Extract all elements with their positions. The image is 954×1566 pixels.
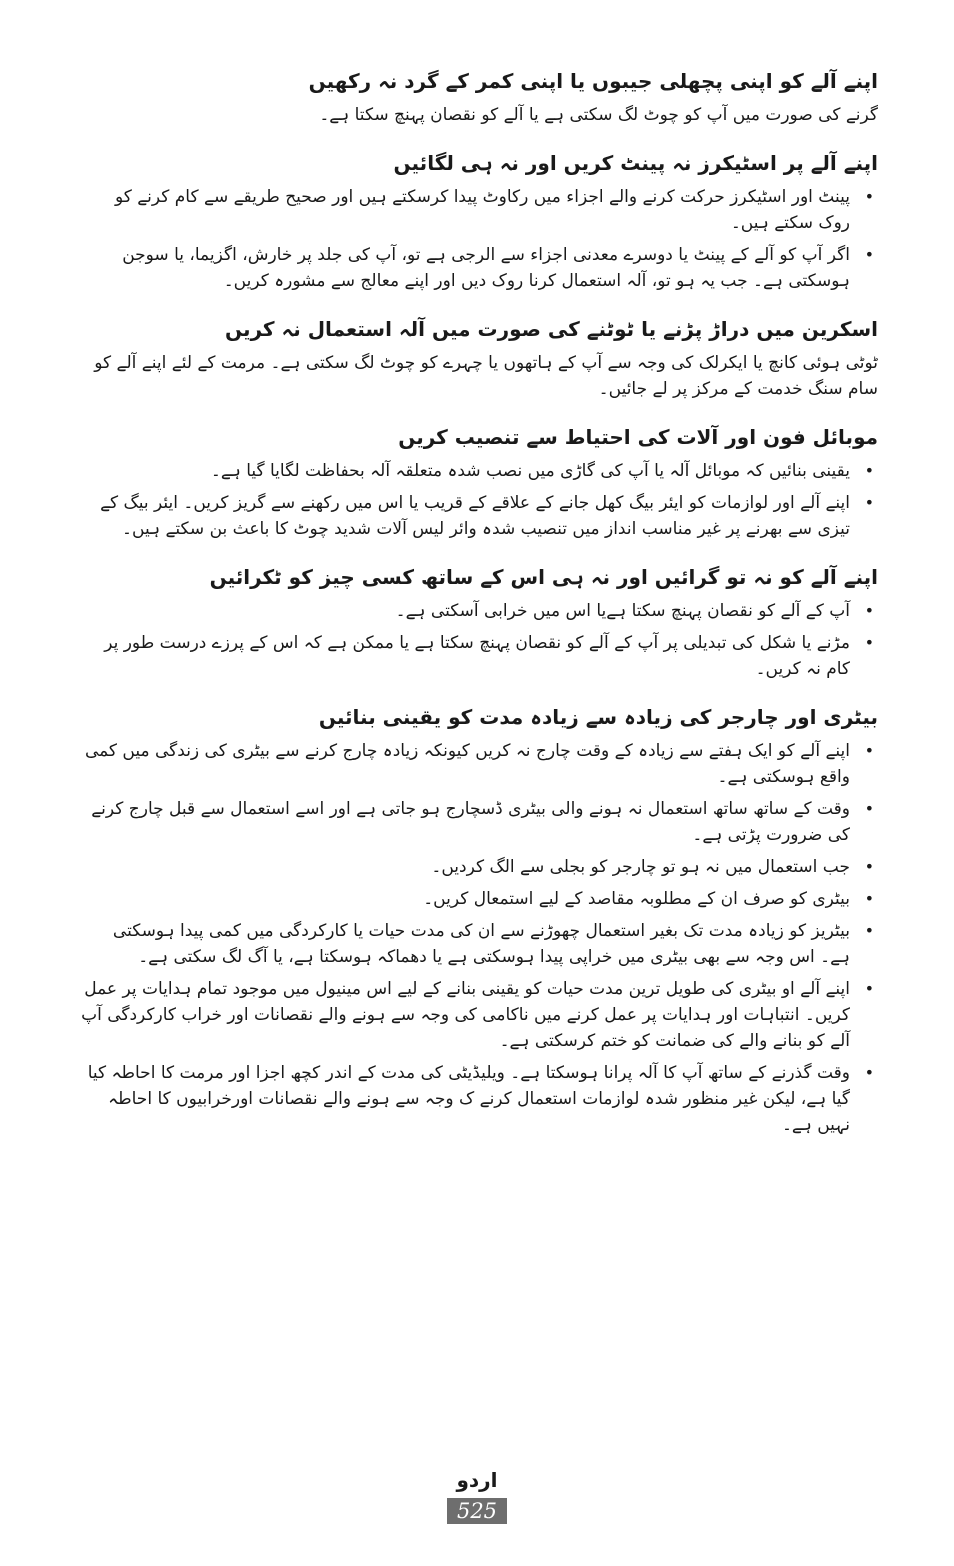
section-heading: اپنے آلے کو اپنی پچھلی جیبوں یا اپنی کمر کے گرد نہ رکھیں [308,69,878,93]
bullet-icon: • [864,633,874,652]
section-drop-impact [78,562,878,682]
bullet-icon: • [864,601,874,620]
page-content [78,66,878,1158]
list-item [78,738,878,790]
bullet-list [78,458,878,542]
section-cracked-screen [78,314,878,402]
language-label: اردو [456,1468,498,1492]
list-item [78,490,878,542]
list-item-text: وقت گذرنے کے ساتھ آپ کا آلہ پرانا ہوسکتا ہے۔ ویلیڈیٹی کی مدت کے اندر کچھ اجزا اور مرمت کا احاطہ کیا گیا ہے، لیکن غیر منظور شدہ لوازمات استعمال کرنے ک وجہ سے ہونے والے نقصانات اورخرابیوں کا احاطہ نہیں ہے۔ [87,1063,850,1135]
bullet-icon: • [864,741,874,760]
list-item-text: مڑنے یا شکل کی تبدیلی پر آپ کے آلے کو نقصان پہنچ سکتا ہے یا ممکن ہے کہ اس کے پرزے درست طور پر کام نہ کریں۔ [104,633,850,679]
section-body: گرنے کی صورت میں آپ کو چوٹ لگ سکتی ہے یا آلے کو نقصان پہنچ سکتا ہے۔ [319,105,878,125]
section-mobile-installation [78,422,878,542]
bullet-icon: • [864,1063,874,1082]
section-heading: اپنے آلے پر اسٹیکرز نہ پینٹ کریں اور نہ ہی لگائیں [393,151,878,175]
list-item [78,976,878,1054]
section-heading: اپنے آلے کو نہ تو گرائیں اور نہ ہی اس کے ساتھ کسی چیز کو ٹکرائیں [209,565,878,589]
list-item [78,796,878,848]
bullet-list [78,598,878,682]
list-item [78,598,878,624]
page-footer [0,1468,954,1524]
list-item [78,854,878,880]
list-item-text: اپنے آلے اور لوازمات کو ایئر بیگ کھل جانے کے علاقے کے قریب یا اس میں رکھنے سے گریز کریں۔ ایئر بیگ کے تیزی سے بھرنے پر غیر مناسب انداز میں تنصیب شدہ وائر لیس آلات شدید چوٹ کا باعث بن سکتے ہیں۔ [100,493,850,539]
bullet-list [78,738,878,1138]
list-item [78,630,878,682]
bullet-icon: • [864,857,874,876]
list-item-text: بیٹری کو صرف ان کے مطلوبہ مقاصد کے لیے استمعال کریں۔ [423,889,850,909]
section-body: ٹوٹی ہوئی کانچ یا ایکرلک کی وجہ سے آپ کے ہاتھوں یا چہرے کو چوٹ لگ سکتی ہے۔ مرمت کے لئے اپنے آلے کو سام سنگ خدمت کے مرکز پر لے جائیں۔ [94,353,878,399]
page-number: 525 [447,1498,507,1524]
section-paint-stickers [78,148,878,294]
section-heading: بیٹری اور چارجر کی زیادہ سے زیادہ مدت کو یقینی بنائیں [318,705,878,729]
bullet-icon: • [864,187,874,206]
list-item [78,184,878,236]
list-item-text: اپنے آلے کو ایک ہفتے سے زیادہ کے وقت چارج نہ کریں کیونکہ زیادہ چارج کرنے سے بیٹری کی زندگی میں کمی واقع ہوسکتی ہے۔ [84,741,850,787]
list-item [78,242,878,294]
list-item-text: وقت کے ساتھ ساتھ استعمال نہ ہونے والی بیٹری ڈسچارج ہو جاتی ہے اور اسے استعمال سے قبل چارج کرنے کی ضرورت پڑتی ہے۔ [91,799,850,845]
list-item-text: آپ کے آلے کو نقصان پہنچ سکتا ہےیا اس میں خرابی آسکتی ہے۔ [395,601,850,621]
bullet-icon: • [864,493,874,512]
list-item-text: یقینی بنائیں کہ موبائل آلہ یا آپ کی گاڑی میں نصب شدہ متعلقہ آلہ بحفاظت لگایا گیا ہے۔ [210,461,850,481]
section-back-pocket [78,66,878,128]
bullet-icon: • [864,799,874,818]
bullet-icon: • [864,921,874,940]
bullet-list [78,184,878,294]
bullet-icon: • [864,245,874,264]
list-item-text: پینٹ اور اسٹیکرز حرکت کرنے والے اجزاء میں رکاوٹ پیدا کرسکتے ہیں اور صحیح طریقے سے کام کرنے کو روک سکتے ہیں۔ [114,187,850,233]
bullet-icon: • [864,979,874,998]
list-item [78,1060,878,1138]
bullet-icon: • [864,889,874,908]
list-item-text: جب استعمال میں نہ ہو تو چارجر کو بجلی سے الگ کردیں۔ [431,857,850,877]
list-item [78,458,878,484]
list-item-text: اگر آپ کو آلے کے پینٹ یا دوسرے معدنی اجزاء سے الرجی ہے تو، آپ کی جلد پر خارش، اگزیما، یا سوجن ہوسکتی ہے۔ جب یہ ہو تو، آلہ استعمال کرنا روک دیں اور اپنے معالج سے مشورہ کریں۔ [122,245,850,291]
list-item [78,918,878,970]
section-heading: اسکرین میں دراڑ پڑنے یا ٹوٹنے کی صورت میں آلہ استعمال نہ کریں [224,317,878,341]
list-item-text: اپنے آلے او بیٹری کی طویل ترین مدت حیات کو یقینی بنانے کے لیے اس مینیول میں موجود تمام ہدایات پر عمل کریں۔ انتباہات اور ہدایات پر عمل کرنے میں ناکامی کی وجہ سے ہونے والے نقصانات اور خراب کارکردگی آپ آلے کو بنانے والے کی ضمانت کو ختم کرسکتی ہے۔ [81,979,850,1051]
list-item [78,886,878,912]
section-battery-life [78,702,878,1138]
section-heading: موبائل فون اور آلات کی احتیاط سے تنصیب کریں [398,425,878,449]
list-item-text: بیٹریز کو زیادہ مدت تک بغیر استعمال چھوڑنے سے ان کی مدت حیات یا کارکردگی میں کمی پیدا ہوسکتی ہے۔ اس وجہ سے بھی بیٹری میں خراپی پیدا ہوسکتی ہے یا دھماکہ ہوسکتا ہے، یا آگ لگ سکتی ہے۔ [112,921,850,967]
bullet-icon: • [864,461,874,480]
